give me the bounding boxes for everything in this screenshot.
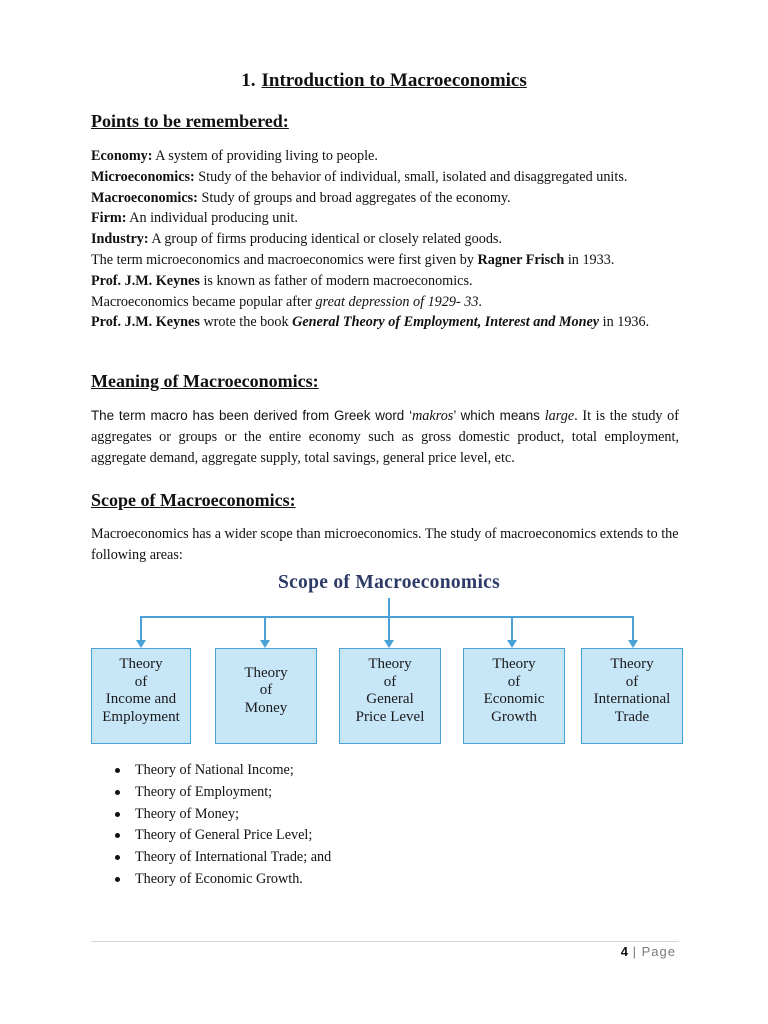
- scope-box-price-level: Theory of General Price Level: [339, 648, 441, 744]
- meaning-paragraph: The term macro has been derived from Greek word ‘makros’ which means large. It is the study of aggregates or groups or the entire economy such as gross domestic product, total employment, aggregate demand, aggregate supply, total savings, general price level, etc.: [91, 408, 679, 466]
- chapter-title: Introduction to Macroeconomics: [261, 70, 527, 91]
- point-keynes-book: Prof. J.M. Keynes wrote the book General Theory of Employment, Interest and Money in 1936.: [91, 314, 650, 331]
- page-label: Page: [641, 944, 676, 959]
- points-heading: Points to be remembered:: [91, 111, 289, 131]
- meaning-heading: Meaning of Macroeconomics:: [91, 371, 319, 391]
- list-item: Theory of Economic Growth.: [91, 869, 331, 891]
- diagram-arrow: [507, 640, 517, 648]
- scope-heading: Scope of Macroeconomics:: [91, 490, 296, 510]
- point-frisch: The term microeconomics and macroeconomics were first given by Ragner Frisch in 1933.: [91, 251, 615, 268]
- footer-divider: [91, 941, 679, 942]
- list-item: Theory of General Price Level;: [91, 825, 331, 847]
- page-number: 4: [620, 944, 629, 959]
- point-depression: Macroeconomics became popular after great depression of 1929- 33.: [91, 293, 482, 310]
- diagram-branch-line: [140, 616, 513, 618]
- scope-box-economic-growth: Theory of Economic Growth: [463, 648, 565, 744]
- scope-box-income-employment: Theory of Income and Employment: [91, 648, 191, 744]
- scope-intro: Macroeconomics has a wider scope than microeconomics. The study of macroeconomics extends to the following areas:: [91, 526, 679, 563]
- diagram-arrow: [384, 640, 394, 648]
- list-item: Theory of International Trade; and: [91, 847, 331, 869]
- diagram-branch-line: [511, 616, 632, 618]
- point-industry: Industry: A group of firms producing identical or closely related goods.: [91, 231, 502, 248]
- diagram-connector: [388, 616, 390, 641]
- list-item: Theory of National Income;: [91, 760, 331, 782]
- diagram-connector: [632, 616, 634, 641]
- diagram-connector: [264, 616, 266, 641]
- chapter-number: 1.: [241, 70, 256, 91]
- list-item: Theory of Money;: [91, 804, 331, 826]
- point-microeconomics: Microeconomics: Study of the behavior of individual, small, isolated and disaggregated units.: [91, 168, 628, 185]
- diagram-trunk-line: [388, 598, 390, 616]
- scope-box-international-trade: Theory of International Trade: [581, 648, 683, 744]
- diagram-arrow: [260, 640, 270, 648]
- scope-box-money: Theory of Money: [215, 648, 317, 744]
- point-firm: Firm: An individual producing unit.: [91, 210, 298, 227]
- point-economy: Economy: A system of providing living to people.: [91, 148, 378, 164]
- page-title: [0, 70, 768, 92]
- list-item: Theory of Employment;: [91, 782, 331, 804]
- diagram-connector: [511, 616, 513, 641]
- diagram-arrow: [628, 640, 638, 648]
- page-footer: 4 | Page: [620, 944, 676, 959]
- point-macroeconomics: Macroeconomics: Study of groups and broad aggregates of the economy.: [91, 189, 511, 206]
- scope-bullet-list: [91, 760, 331, 891]
- point-keynes-father: Prof. J.M. Keynes is known as father of modern macroeconomics.: [91, 272, 473, 289]
- points-list: [91, 146, 679, 333]
- diagram-title: Scope of Macroeconomics: [277, 572, 501, 593]
- diagram-arrow: [136, 640, 146, 648]
- diagram-connector: [140, 616, 142, 641]
